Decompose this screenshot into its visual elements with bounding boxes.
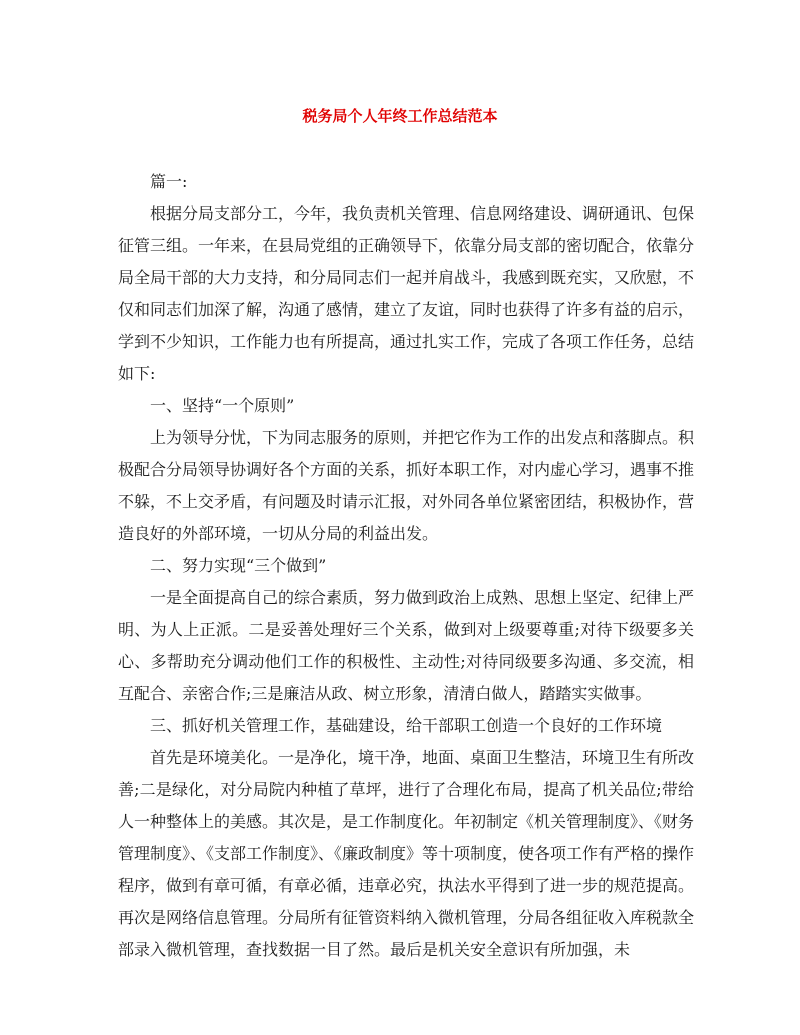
section-label-part-one: 篇一: [150, 172, 188, 191]
heading-three-achievements: 二、努力实现“三个做到” [150, 556, 327, 575]
paragraph-office-management: 首先是环境美化。一是净化，境干净，地面、桌面卫生整洁，环境卫生有所改善;二是绿化，对分局院内种植了草坪，进行了合理化布局，提高了机关品位;带给人一种整体上的美感。其次是，是工作制度化。年初制定《机关管理制度》、《财务管理制度》、《支部工作制度》、《廉政制度》等十项制度，使各项工作有严格的操作程序，做到有章可循，有章必循，违章必究，执法水平得到了进一步的规范提高。再次是网络信息管理。分局所有征管资料纳入微机管理，分局各组征收入库税款全部录入微机管理，查找数据一目了然。最后是机关安全意识有所加强，未 [118, 748, 695, 959]
document-title: 税务局个人年终工作总结范本 [302, 107, 498, 125]
paragraph-one-principle: 上为领导分忧，下为同志服务的原则，并把它作为工作的出发点和落脚点。积极配合分局领导协调好各个方面的关系，抓好本职工作，对内虚心学习，遇事不推不躲，不上交矛盾，有问题及时请示汇报，对外同各单位紧密团结，积极协作，营造良好的外部环境，一切从分局的利益出发。 [118, 428, 695, 543]
document-body [118, 166, 694, 966]
heading-one-principle: 一、坚持“一个原则” [150, 396, 295, 415]
intro-paragraph: 根据分局支部分工，今年，我负责机关管理、信息网络建设、调研通讯、包保征管三组。一年来，在县局党组的正确领导下，依靠分局支部的密切配合，依靠分局全局干部的大力支持，和分局同志们一起并肩战斗，我感到既充实，又欣慰，不仅和同志们加深了解，沟通了感情，建立了友谊，同时也获得了许多有益的启示，学到不少知识，工作能力也有所提高，通过扎实工作，完成了各项工作任务，总结如下: [118, 204, 695, 383]
paragraph-three-achievements: 一是全面提高自己的综合素质，努力做到政治上成熟、思想上坚定、纪律上严明、为人上正派。二是妥善处理好三个关系，做到对上级要尊重;对待下级要多关心、多帮助充分调动他们工作的积极性、主动性;对待同级要多沟通、多交流，相互配合、亲密合作;三是廉洁从政、树立形象，清清白做人，踏踏实实做事。 [118, 588, 695, 703]
heading-office-management: 三、抓好机关管理工作，基础建设，给干部职工创造一个良好的工作环境 [150, 716, 663, 735]
